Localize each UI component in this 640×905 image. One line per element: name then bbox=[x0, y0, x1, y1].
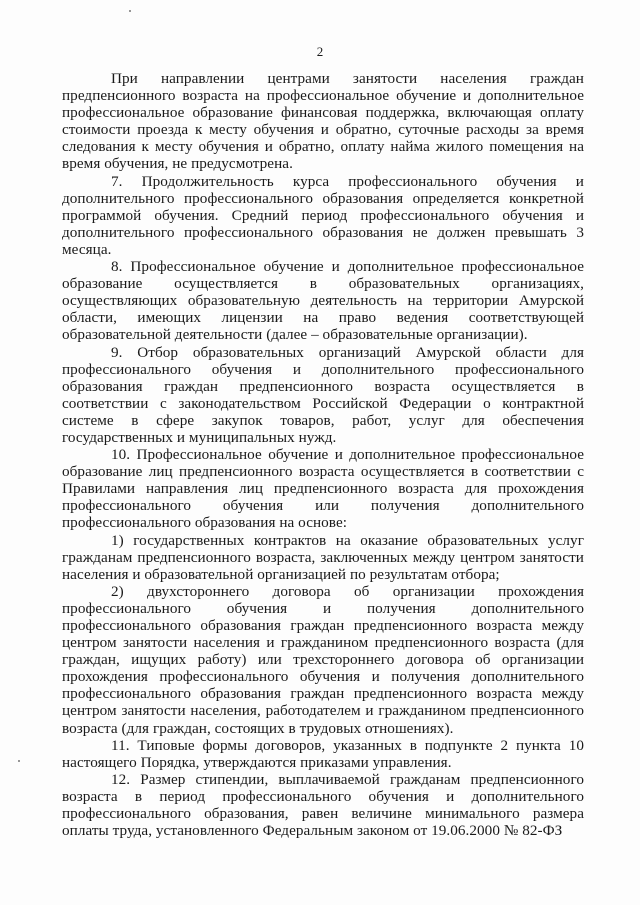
paragraph-7-duration: 7. Продолжительность курса профессионального обучения и дополнительного профессионального образования определяется конкретной программой обучения. Средний период профессионального обучения и дополнительного профессионального образования не должен превышать 3 месяца. bbox=[62, 172, 584, 258]
paragraph-11-contract-forms: 11. Типовые формы договоров, указанных в подпункте 2 пункта 10 настоящего Порядка, утверждаются приказами управления. bbox=[62, 736, 584, 771]
paragraph-10-training-basis: 10. Профессиональное обучение и дополнительное профессиональное образование лиц предпенсионного возраста осуществляется в соответствии с Правилами направления лиц предпенсионного возраста для прохождения профессионального обучения или получения дополнительного профессионального образования на основе: bbox=[62, 446, 584, 532]
paragraph-8-organizations: 8. Профессиональное обучение и дополнительное профессиональное образование осуществляется в образовательных организациях, осуществляющих образовательную деятельность на территории Амурской области, имеющих лицензии на право ведения соответствующей образовательной деятельности (далее – образовательные организации). bbox=[62, 258, 584, 344]
page-number: 2 bbox=[316, 44, 324, 59]
scan-speck bbox=[129, 10, 131, 12]
document-body bbox=[62, 70, 584, 839]
paragraph-12-stipend: 12. Размер стипендии, выплачиваемой гражданам предпенсионного возраста в период профессионального обучения и дополнительного профессионального образования, равен величине минимального размера оплаты труда, установленного Федеральным законом от 19.06.2000 № 82-ФЗ bbox=[62, 770, 584, 840]
scan-speck bbox=[18, 760, 20, 762]
paragraph-9-selection: 9. Отбор образовательных организаций Амурской области для профессионального обучения и дополнительного профессионального образования граждан предпенсионного возраста осуществляется в соответствии с законодательством Российской Федерации о контрактной системе в сфере закупок товаров, работ, услуг для обеспечения государственных и муниципальных нужд. bbox=[62, 343, 584, 446]
paragraph-10-item-2: 2) двухстороннего договора об организации прохождения профессионального обучения и получения дополнительного профессионального образования граждан предпенсионного возраста между центром занятости населения и гражданином предпенсионного возраста (для граждан, ищущих работу) или трехстороннего договора об организации прохождения профессионального обучения и получения дополнительного профессионального образования граждан предпенсионного возраста между центром занятости населения, работодателем и гражданином предпенсионного возраста (для граждан, состоящих в трудовых отношениях). bbox=[62, 582, 584, 737]
paragraph-transport-support: При направлении центрами занятости населения граждан предпенсионного возраста на профессиональное обучение и дополнительное профессиональное образование финансовая поддержка, включающая оплату стоимости проезда к месту обучения и обратно, суточные расходы за время следования к месту обучения и обратно, оплату найма жилого помещения на время обучения, не предусмотрена. bbox=[62, 70, 584, 173]
paragraph-10-item-1: 1) государственных контрактов на оказание образовательных услуг гражданам предпенсионного возраста, заключенных между центром занятости населения и образовательной организацией по результатам отбора; bbox=[62, 531, 584, 583]
